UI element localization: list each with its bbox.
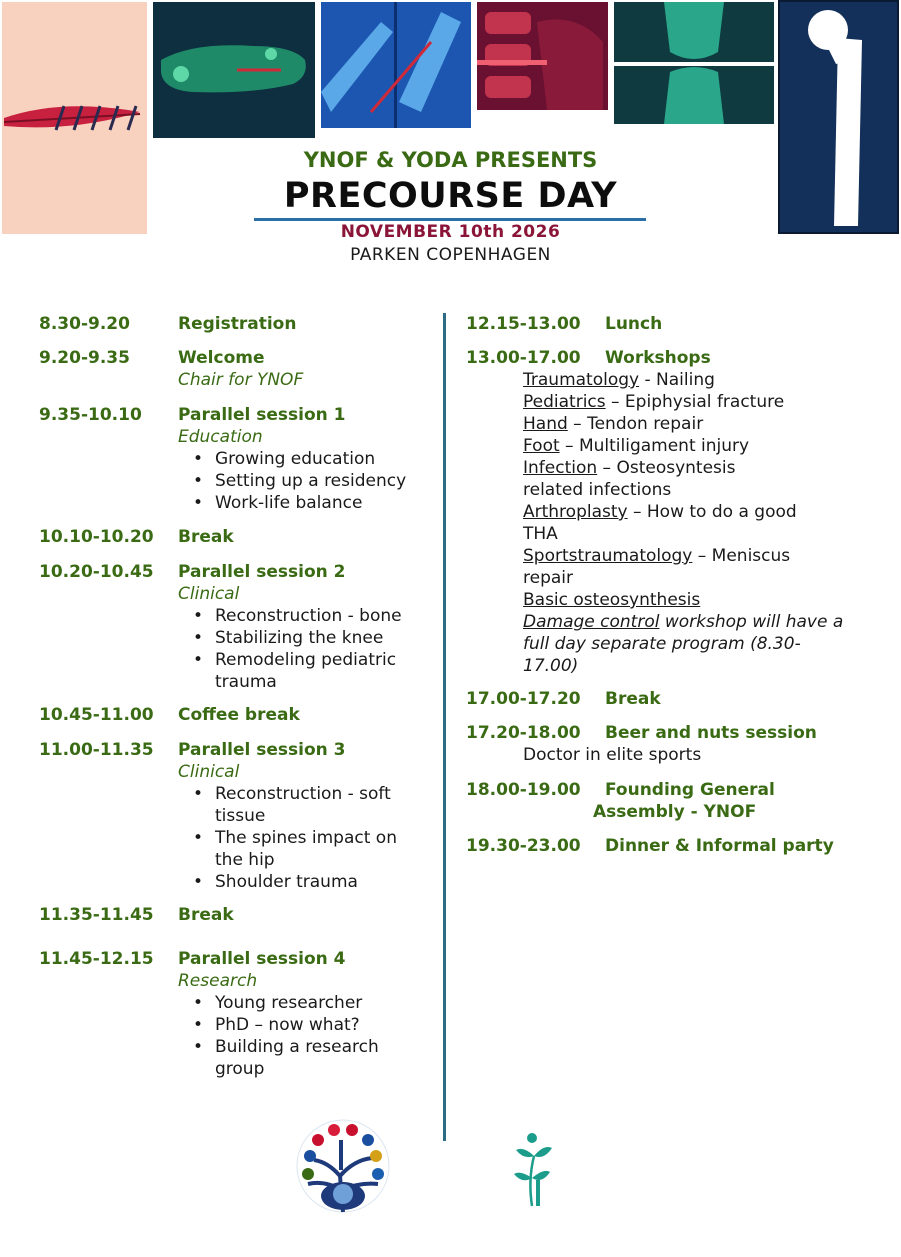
workshop-topic: Traumatology <box>523 370 640 390</box>
schedule-slot <box>39 904 234 926</box>
slot-subtitle: Clinical <box>178 584 240 604</box>
workshop-note <box>523 611 855 677</box>
slot-time: 17.00-17.20 <box>466 689 581 709</box>
topic-list <box>178 448 429 514</box>
schedule-slot <box>466 347 866 677</box>
workshop-item <box>523 435 853 457</box>
list-item: • Reconstruction - bone <box>215 605 429 627</box>
list-item: • Shoulder trauma <box>215 871 429 893</box>
topic-list <box>178 992 415 1080</box>
workshop-item <box>523 545 828 589</box>
ynof-logo <box>284 1110 402 1218</box>
list-item: • PhD – now what? <box>215 1014 415 1036</box>
list-item: • Stabilizing the knee <box>215 627 429 649</box>
slot-time: 10.45-11.00 <box>39 705 154 725</box>
slot-title-continued: Assembly - YNOF <box>593 802 757 822</box>
slot-time: 9.35-10.10 <box>39 405 142 425</box>
slot-title: Beer and nuts session <box>605 723 817 743</box>
spine-image <box>477 2 608 110</box>
workshop-list <box>523 369 853 677</box>
schedule-slot <box>466 688 661 710</box>
workshop-topic: Basic osteosynthesis <box>523 590 701 610</box>
slot-time: 10.10-10.20 <box>39 527 154 547</box>
workshop-topic: Foot <box>523 436 560 456</box>
knee-xray-image <box>614 2 774 124</box>
presents-heading: YNOF & YODA PRESENTS <box>303 148 598 172</box>
schedule-slot <box>39 526 234 548</box>
schedule-slot <box>39 404 429 514</box>
workshop-detail: – Osteosyntesis related infections <box>523 458 736 500</box>
topic-list <box>178 783 429 893</box>
workshop-detail: - Nailing <box>639 370 715 390</box>
workshop-item <box>523 413 853 435</box>
workshop-item <box>523 501 828 545</box>
schedule-slot <box>39 347 303 391</box>
slot-title: Welcome <box>178 348 265 368</box>
topic-list <box>178 605 429 693</box>
workshop-topic: Hand <box>523 414 568 434</box>
list-item: • Young researcher <box>215 992 415 1014</box>
list-item: • Reconstruction - soft tissue <box>215 783 429 827</box>
slot-title: Coffee break <box>178 705 300 725</box>
schedule-slot <box>39 704 300 726</box>
event-venue: PARKEN COPENHAGEN <box>350 245 551 265</box>
schedule-slot <box>466 722 817 766</box>
schedule-slot <box>466 779 775 823</box>
slot-title: Parallel session 4 <box>178 949 346 969</box>
workshop-detail: – Multiligament injury <box>559 436 750 456</box>
schedule-slot <box>39 313 296 335</box>
slot-time: 10.20-10.45 <box>39 562 154 582</box>
workshop-note-text: workshop will have a full day separate program (8.30-17.00) <box>523 612 844 676</box>
schedule-slot <box>466 835 834 857</box>
schedule-slot <box>39 739 439 893</box>
slot-title: Parallel session 3 <box>178 740 346 760</box>
column-divider <box>443 313 446 1141</box>
title-underline <box>254 218 646 221</box>
schedule-slot <box>466 313 662 335</box>
slot-title: Registration <box>178 314 297 334</box>
workshop-detail: – Meniscus repair <box>523 546 791 588</box>
hand-xray-image <box>321 2 471 128</box>
slot-time: 18.00-19.00 <box>466 780 581 800</box>
workshop-topic: Infection <box>523 458 598 478</box>
slot-time: 13.00-17.00 <box>466 348 581 368</box>
slot-title: Parallel session 2 <box>178 562 346 582</box>
slot-time: 8.30-9.20 <box>39 314 130 334</box>
slot-note: Chair for YNOF <box>178 370 304 390</box>
event-date: NOVEMBER 10th 2026 <box>340 222 561 242</box>
slot-title: Parallel session 1 <box>178 405 346 425</box>
slot-time: 9.20-9.35 <box>39 348 130 368</box>
workshop-detail: – Tendon repair <box>567 414 704 434</box>
workshop-detail: – How to do a good THA <box>523 502 797 544</box>
workshop-topic: Sportstraumatology <box>523 546 693 566</box>
workshop-note-topic: Damage control <box>523 612 660 632</box>
list-item: • Setting up a residency <box>215 470 429 492</box>
slot-title: Break <box>178 905 234 925</box>
list-item: • Growing education <box>215 448 429 470</box>
workshop-item <box>523 457 773 501</box>
slot-title: Break <box>178 527 234 547</box>
slot-title: Workshops <box>605 348 711 368</box>
slot-time: 11.00-11.35 <box>39 740 154 760</box>
workshop-topic: Arthroplasty <box>523 502 628 522</box>
slot-subtitle: Research <box>178 971 258 991</box>
slot-time: 19.30-23.00 <box>466 836 581 856</box>
yoda-logo <box>480 1110 584 1220</box>
workshop-item <box>523 369 853 391</box>
slot-subtitle: Clinical <box>178 762 240 782</box>
schedule-slot <box>39 561 439 693</box>
slot-time: 12.15-13.00 <box>466 314 581 334</box>
workshop-item <box>523 391 853 413</box>
slot-title: Founding General <box>605 780 775 800</box>
slot-title: Dinner & Informal party <box>605 836 834 856</box>
list-item: • Work-life balance <box>215 492 429 514</box>
foot-xray-image <box>153 2 315 138</box>
slot-time: 17.20-18.00 <box>466 723 581 743</box>
workshop-item <box>523 589 853 611</box>
schedule-slot <box>39 948 439 1080</box>
list-item: • The spines impact on the hip <box>215 827 429 871</box>
slot-time: 11.45-12.15 <box>39 949 154 969</box>
slot-title: Break <box>605 689 661 709</box>
workshop-topic: Pediatrics <box>523 392 606 412</box>
list-item: • Remodeling pediatric trauma <box>215 649 429 693</box>
slot-note: Doctor in elite sports <box>523 745 702 765</box>
slot-title: Lunch <box>605 314 663 334</box>
page-title: PRECOURSE DAY <box>283 176 618 216</box>
slot-time: 11.35-11.45 <box>39 905 154 925</box>
workshop-detail: – Epiphysial fracture <box>605 392 785 412</box>
slot-subtitle: Education <box>178 427 263 447</box>
list-item: • Building a research group <box>215 1036 415 1080</box>
